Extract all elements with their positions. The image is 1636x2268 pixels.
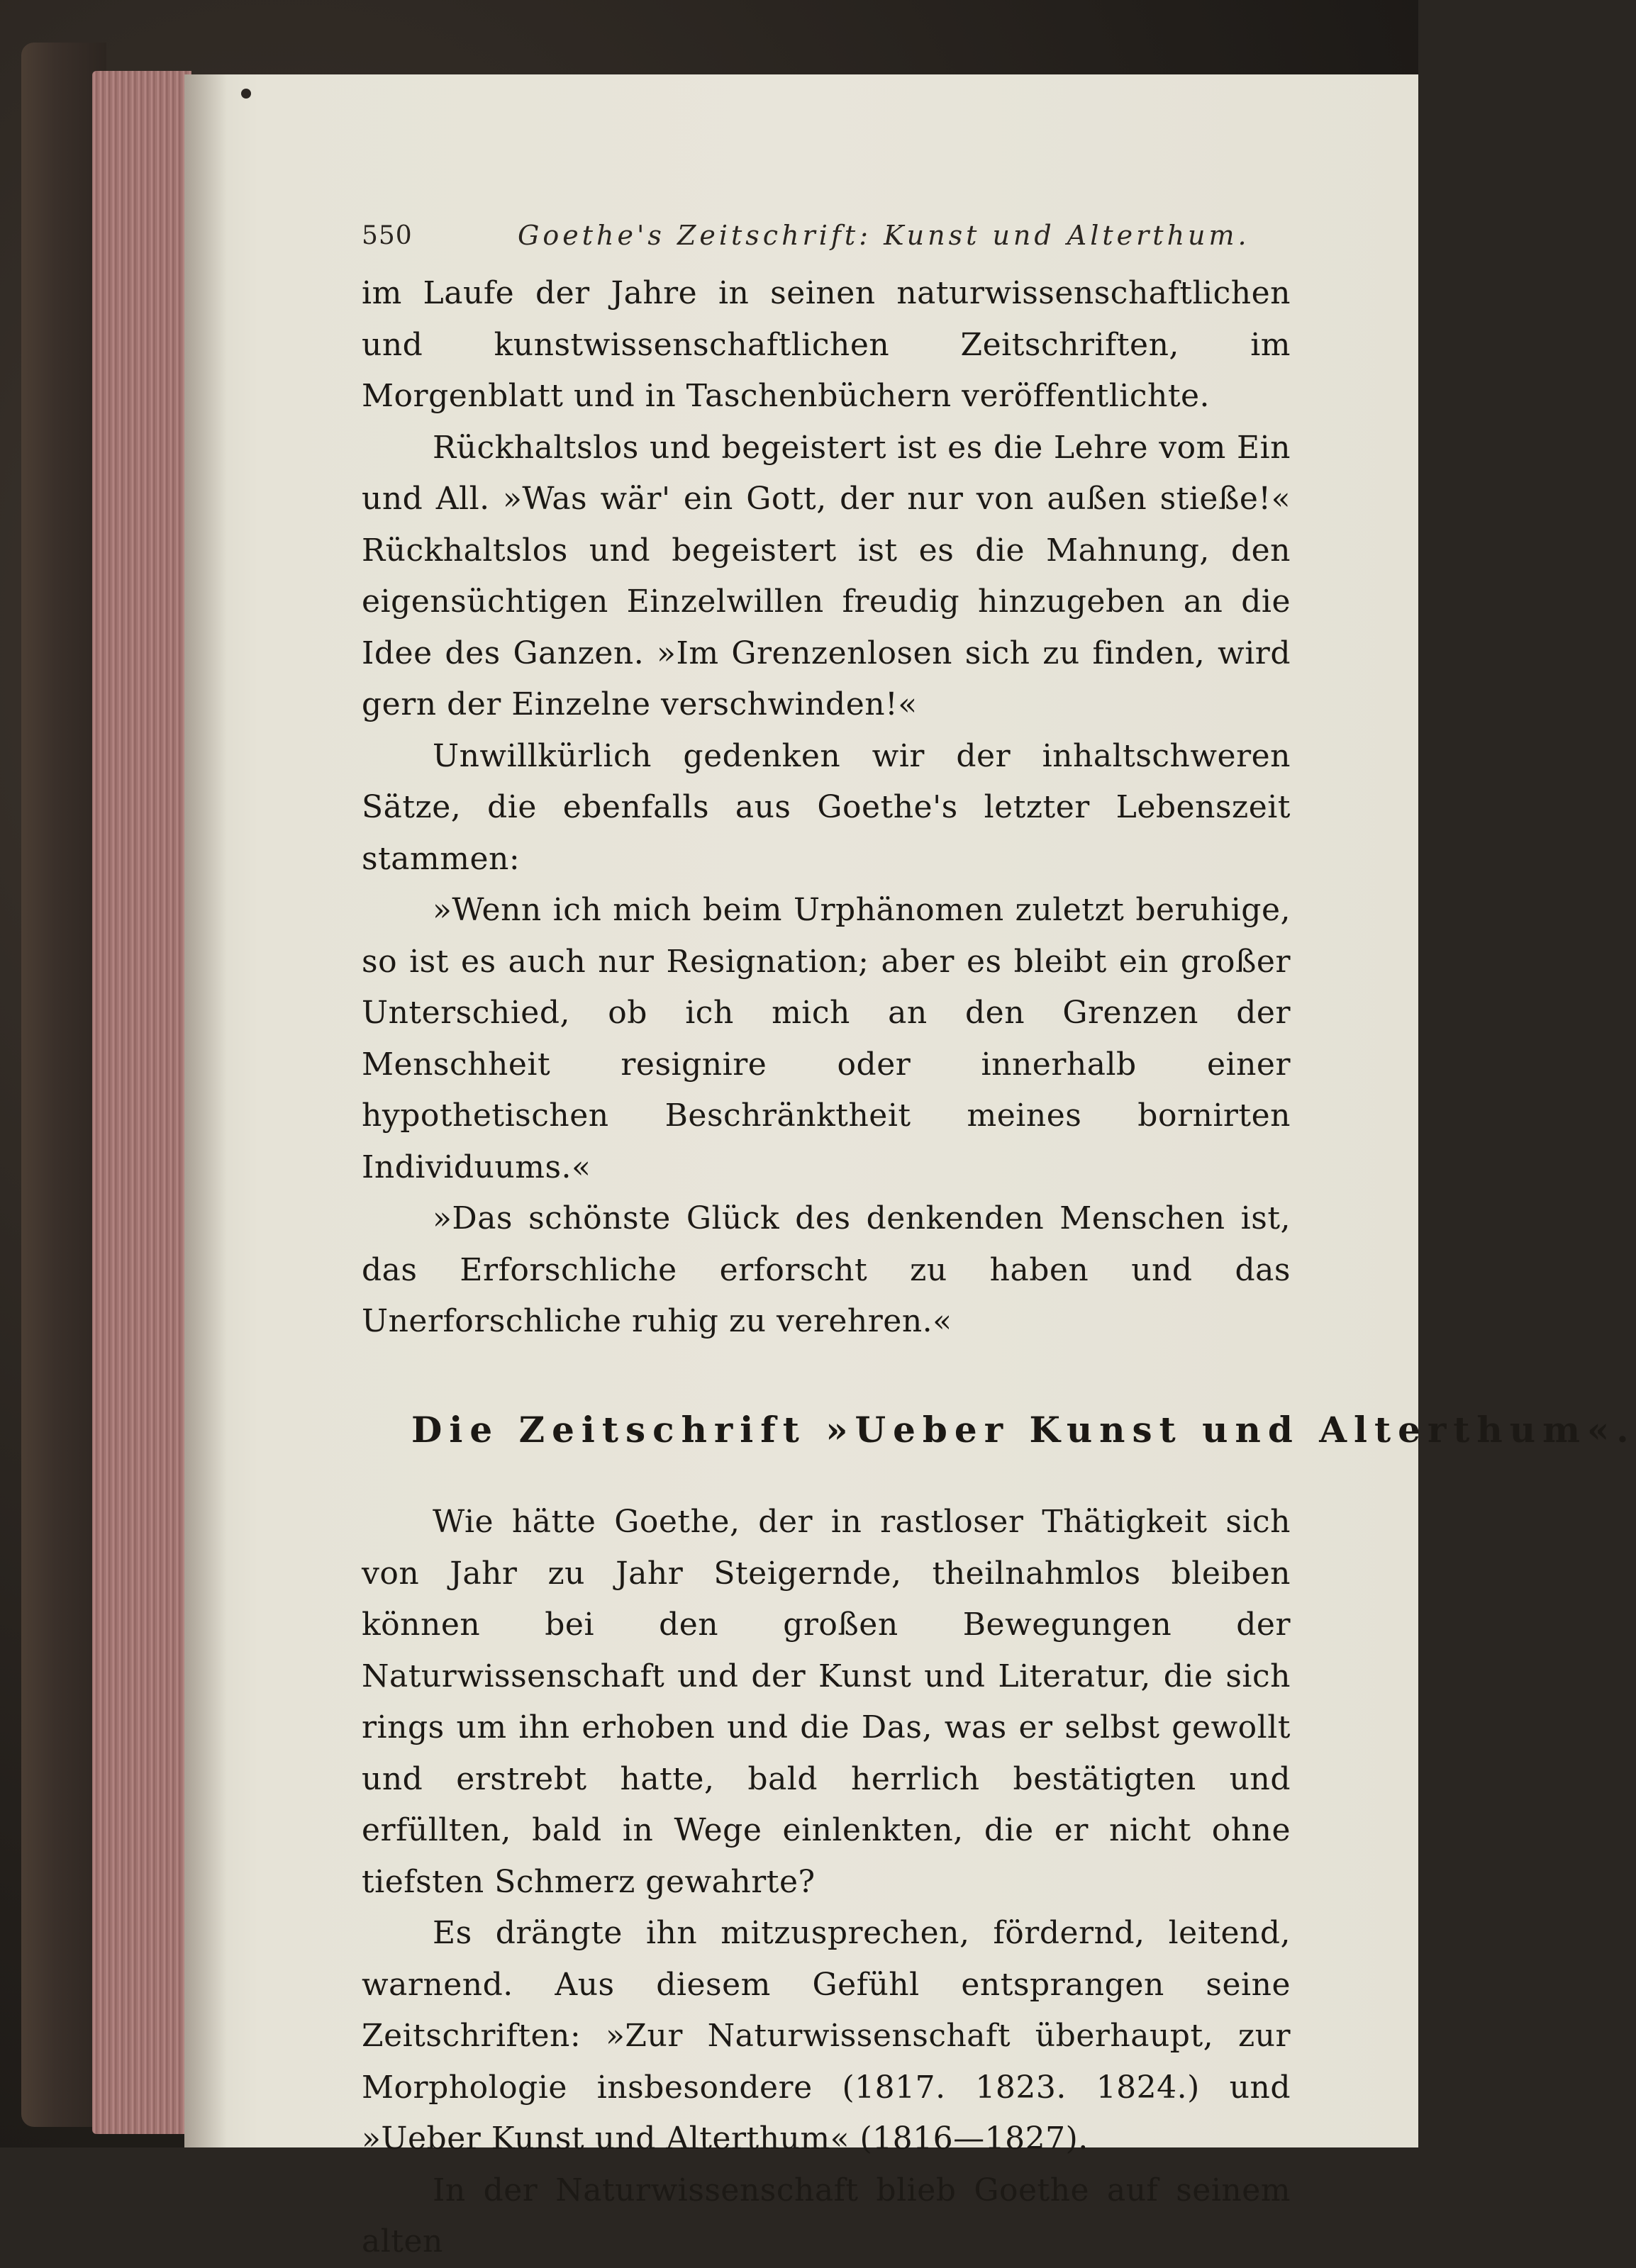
paragraph: Rückhaltslos und begeistert ist es die Lehre vom Ein und All. »Was wär' ein Gott, der nur von außen stieße!« Rückhaltslos und begeistert ist es die Mahnung, den eigensüchtigen Einzelwillen freudig hinzugeben an die Idee des Ganzen. »Im Grenzenlosen sich zu finden, wird gern der Einzelne verschwinden!« — [362, 429, 1291, 722]
paragraph: Es drängte ihn mitzusprechen, fördernd, leitend, warnend. Aus diesem Gefühl entsprangen seine Zeitschriften: »Zur Naturwissenschaft überhaupt, zur Morphologie insbesondere (1817. 1823. 1824.) und »Ueber Kunst und Alterthum« (1816—1827). — [362, 1915, 1291, 2157]
page-number: 550 — [362, 221, 413, 250]
quote-paragraph: »Wenn ich mich beim Urphänomen zuletzt beruhige, so ist es auch nur Resignation; aber es bleibt ein großer Unterschied, ob ich mich an den Grenzen der Menschheit resignire oder innerhalb einer hypothetischen Beschränktheit meines bornirten Individuums.« — [362, 892, 1291, 1185]
gutter-shadow — [184, 74, 227, 2147]
page-header — [362, 221, 1276, 264]
paragraph: In der Naturwissenschaft blieb Goethe auf seinem alten — [362, 2172, 1291, 2259]
ink-dot — [241, 89, 251, 99]
page-edges — [92, 71, 191, 2134]
paragraph: Wie hätte Goethe, der in rastloser Thätigkeit sich von Jahr zu Jahr Steigernde, theilnahmlos bleiben können bei den großen Bewegungen der Naturwissenschaft und der Kunst und Literatur, die sich rings um ihn erhoben und die Das, was er selbst gewollt und erstrebt hatte, bald herrlich bestätigten und erfüllten, bald in Wege einlenkten, die er nicht ohne tiefsten Schmerz gewahrte? — [362, 1504, 1291, 1900]
body-text — [362, 268, 1636, 2268]
paragraph: Unwillkürlich gedenken wir der inhaltschweren Sätze, die ebenfalls aus Goethe's letzter Lebenszeit stammen: — [362, 737, 1291, 877]
section-heading: Die Zeitschrift »Ueber Kunst und Alterthum«. — [411, 1408, 1636, 1451]
quote-paragraph: »Das schönste Glück des denkenden Menschen ist, das Erforschliche erforscht zu haben und das Unerforschliche ruhig zu verehren.« — [362, 1200, 1291, 1339]
running-head: Goethe's Zeitschrift: Kunst und Alterthum. — [518, 220, 1250, 251]
paragraph: im Laufe der Jahre in seinen naturwissenschaftlichen und kunstwissenschaftlichen Zeitschriften, im Morgenblatt und in Taschenbüchern veröffentlichte. — [362, 275, 1291, 414]
